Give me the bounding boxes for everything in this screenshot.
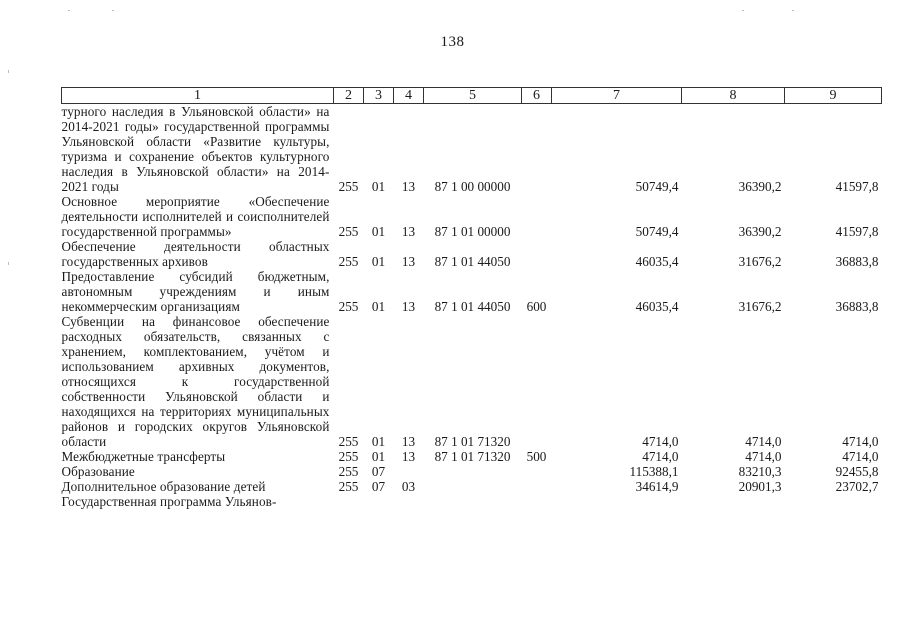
- row-code-target: 87 1 00 00000: [434, 179, 511, 194]
- header-col-1: 1: [62, 88, 334, 104]
- row-name: Обеспечение деятельности областных государственных архивов: [61, 239, 330, 269]
- table-row: [62, 239, 882, 269]
- row-amount-col-7: 46035,4: [635, 254, 679, 269]
- row-code-target: 87 1 01 44050: [434, 299, 511, 314]
- row-code-expense-type: [522, 194, 552, 239]
- row-amount-col-8: 83210,3: [738, 464, 782, 479]
- row-code-target: 87 1 01 00000: [434, 224, 511, 239]
- row-code-ministry: 255: [338, 434, 359, 449]
- row-amount-col-9: 41597,8: [835, 224, 879, 239]
- row-code-target: [424, 479, 522, 494]
- row-name: Предоставление субсидий бюджетным, автономным учреждениям и иным некоммерческим организациям: [61, 269, 330, 314]
- budget-table: [61, 87, 882, 509]
- row-amount-col-8: 36390,2: [738, 224, 782, 239]
- header-col-8: 8: [682, 88, 785, 104]
- row-amount-col-8: 20901,3: [738, 479, 782, 494]
- row-code-section: 01: [371, 299, 386, 314]
- row-name: Межбюджетные трансферты: [61, 449, 226, 464]
- header-col-5: 5: [424, 88, 522, 104]
- row-code-subsection: 13: [401, 299, 416, 314]
- header-col-4: 4: [394, 88, 424, 104]
- row-code-section: 07: [371, 464, 386, 479]
- row-amount-col-9: 4714,0: [842, 434, 879, 449]
- row-code-section: 07: [371, 479, 386, 494]
- row-code-ministry: 255: [338, 479, 359, 494]
- row-amount-col-8: 31676,2: [738, 254, 782, 269]
- row-code-expense-type: [522, 494, 552, 509]
- row-code-section: 01: [371, 254, 386, 269]
- row-code-expense-type: [522, 464, 552, 479]
- row-amount-col-8: 36390,2: [738, 179, 782, 194]
- header-col-7: 7: [552, 88, 682, 104]
- table-body: [62, 104, 882, 510]
- scan-speck: [8, 70, 9, 73]
- row-code-expense-type: 600: [526, 299, 547, 314]
- row-code-target: [424, 464, 522, 479]
- row-amount-col-9: 92455,8: [835, 464, 879, 479]
- row-code-subsection: 13: [401, 224, 416, 239]
- scan-speck: [742, 10, 744, 11]
- row-code-ministry: [334, 494, 364, 509]
- row-code-ministry: 255: [338, 449, 359, 464]
- header-col-3: 3: [364, 88, 394, 104]
- row-code-ministry: 255: [338, 464, 359, 479]
- row-code-ministry: 255: [338, 224, 359, 239]
- row-amount-col-8: 31676,2: [738, 299, 782, 314]
- row-amount-col-7: 115388,1: [629, 464, 679, 479]
- table-row: [62, 494, 882, 509]
- row-amount-col-9: 41597,8: [835, 179, 879, 194]
- row-code-subsection: 13: [401, 434, 416, 449]
- table-header: [62, 88, 882, 104]
- scan-speck: [68, 10, 70, 11]
- row-code-expense-type: [522, 104, 552, 195]
- table-row: [62, 269, 882, 314]
- table-row: [62, 194, 882, 239]
- row-code-section: 01: [371, 434, 386, 449]
- row-amount-col-9: 4714,0: [842, 449, 879, 464]
- row-amount-col-7: 4714,0: [642, 449, 679, 464]
- row-code-ministry: 255: [338, 254, 359, 269]
- row-amount-col-8: [682, 494, 785, 509]
- row-code-target: 87 1 01 71320: [434, 434, 511, 449]
- row-name: турного наследия в Ульяновской области» на 2014-2021 годы» государственной программы Ульяновской области «Развитие культуры, туризма и сохранение объектов культурного наследия в Ульяновской области» на 2014-2021 годы: [61, 104, 330, 194]
- row-amount-col-7: 46035,4: [635, 299, 679, 314]
- table-row: [62, 449, 882, 464]
- row-code-expense-type: [522, 314, 552, 449]
- row-name: Дополнительное образование детей: [61, 479, 266, 494]
- row-code-expense-type: [522, 479, 552, 494]
- row-amount-col-7: 50749,4: [635, 224, 679, 239]
- row-amount-col-7: [552, 494, 682, 509]
- scan-speck: [8, 262, 9, 265]
- scan-speck: [112, 10, 114, 11]
- row-amount-col-9: [785, 494, 882, 509]
- scan-speck: [792, 10, 794, 11]
- header-col-6: 6: [522, 88, 552, 104]
- row-name: Образование: [61, 464, 135, 479]
- row-code-section: 01: [371, 179, 386, 194]
- header-col-9: 9: [785, 88, 882, 104]
- row-name: Государственная программа Ульянов-: [61, 494, 277, 509]
- row-code-target: 87 1 01 44050: [434, 254, 511, 269]
- row-amount-col-9: 36883,8: [835, 299, 879, 314]
- table-row: [62, 314, 882, 449]
- page-number: 138: [440, 34, 465, 50]
- row-code-expense-type: 500: [526, 449, 547, 464]
- row-code-subsection: 13: [401, 449, 416, 464]
- row-code-ministry: 255: [338, 179, 359, 194]
- row-amount-col-9: 36883,8: [835, 254, 879, 269]
- row-amount-col-8: 4714,0: [745, 449, 782, 464]
- row-amount-col-7: 50749,4: [635, 179, 679, 194]
- row-code-section: 01: [371, 449, 386, 464]
- row-code-section: 01: [371, 224, 386, 239]
- row-name: Основное мероприятие «Обеспечение деятельности исполнителей и соисполнителей государственной программы»: [61, 194, 330, 239]
- row-name: Субвенции на финансовое обеспечение расходных обязательств, связанных с хранением, комплектованием, учётом и использованием архивных документов, относящихся к государственной собственности Ульяновской области и находящихся на территориях муниципальных районов и городских округов Ульяновской области: [61, 314, 330, 449]
- row-code-subsection: 13: [401, 254, 416, 269]
- row-code-target: 87 1 01 71320: [434, 449, 511, 464]
- row-code-section: [364, 494, 394, 509]
- row-amount-col-9: 23702,7: [835, 479, 879, 494]
- table-row: [62, 479, 882, 494]
- row-amount-col-8: 4714,0: [745, 434, 782, 449]
- row-amount-col-7: 4714,0: [642, 434, 679, 449]
- row-code-subsection: [394, 494, 424, 509]
- header-row: [62, 88, 882, 104]
- row-amount-col-7: 34614,9: [635, 479, 679, 494]
- row-code-ministry: 255: [338, 299, 359, 314]
- row-code-target: [424, 494, 522, 509]
- header-col-2: 2: [334, 88, 364, 104]
- row-code-subsection: 13: [401, 179, 416, 194]
- row-code-subsection: 03: [401, 479, 416, 494]
- row-code-expense-type: [522, 239, 552, 269]
- table-row: [62, 464, 882, 479]
- table-row: [62, 104, 882, 195]
- row-code-subsection: [394, 464, 424, 479]
